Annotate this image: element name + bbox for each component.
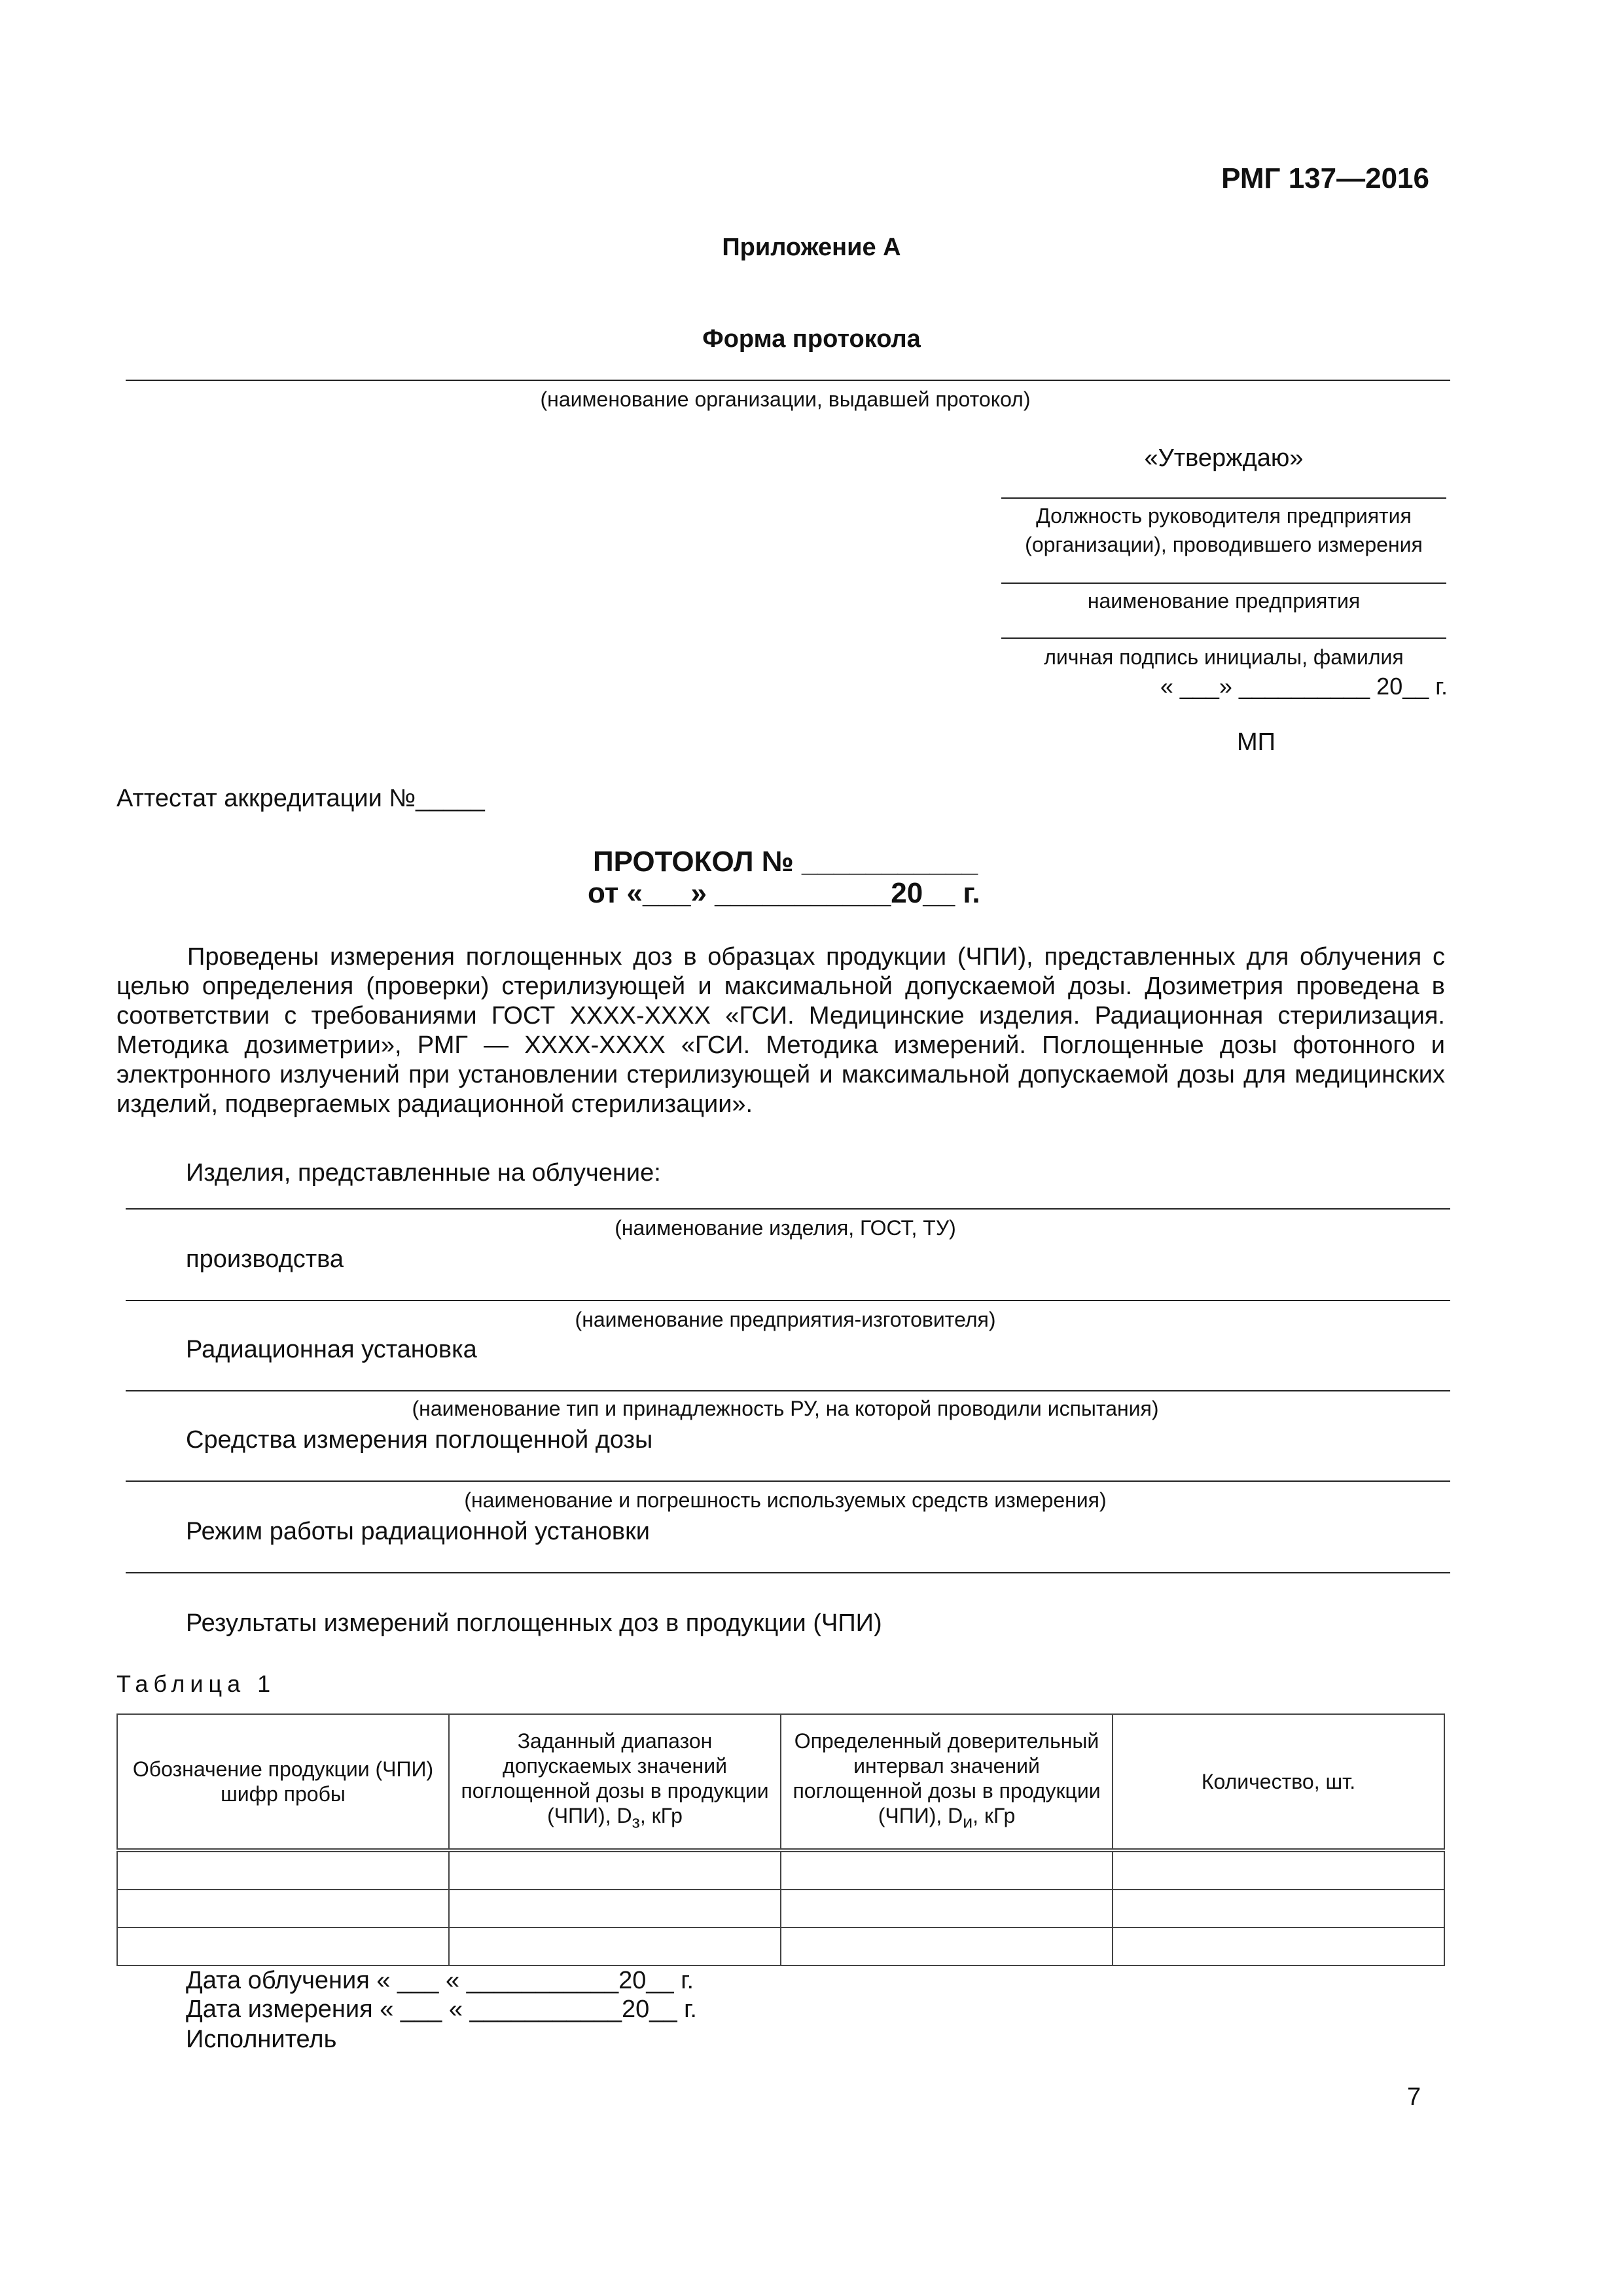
executor-label: Исполнитель	[186, 2026, 337, 2053]
page-number: 7	[1407, 2083, 1421, 2111]
header-confidence-interval	[781, 1714, 1113, 1850]
items-label: Изделия, представленные на облучение:	[186, 1159, 661, 1187]
header-assigned-range-subscript: з	[632, 1812, 640, 1832]
form-title: Форма протокола	[702, 325, 921, 353]
table-row	[117, 1850, 1444, 1890]
installation-line	[126, 1390, 1450, 1391]
header-quantity-text: Количество, шт.	[1201, 1770, 1356, 1793]
table-cell	[117, 1928, 449, 1965]
instruments-line	[126, 1480, 1450, 1482]
production-label: производства	[186, 1246, 344, 1273]
measurement-date: Дата измерения « ___ « ___________20__ г.	[186, 1996, 697, 2023]
header-confidence-interval-text: Определенный доверительный интервал значений поглощенной дозы в продукции (ЧПИ), D	[793, 1729, 1101, 1828]
accreditation-certificate: Аттестат аккредитации №_____	[116, 785, 485, 812]
organization-line	[126, 380, 1450, 381]
header-assigned-range-unit: , кГр	[639, 1804, 683, 1828]
mode-line	[126, 1572, 1450, 1573]
approval-enterprise-caption: наименование предприятия	[1087, 589, 1361, 613]
header-product-code-text: Обозначение продукции (ЧПИ) шифр пробы	[132, 1757, 434, 1806]
table-cell	[781, 1890, 1113, 1928]
results-table	[116, 1713, 1445, 1966]
item-name-line	[126, 1208, 1450, 1210]
approval-position-caption-2: (организации), проводившего измерения	[1025, 533, 1423, 556]
protocol-date: от «___» ___________20__ г.	[588, 877, 980, 909]
approval-enterprise-line	[1001, 583, 1446, 584]
header-product-code	[117, 1714, 449, 1850]
header-assigned-range-text: Заданный диапазон допускаемых значений поглощенной дозы в продукции (ЧПИ), D	[461, 1729, 769, 1828]
approval-label: «Утверждаю»	[1144, 444, 1304, 472]
installation-caption: (наименование тип и принадлежность РУ, на которой проводили испытания)	[412, 1397, 1159, 1420]
table-cell	[449, 1890, 781, 1928]
approval-signature-line	[1001, 637, 1446, 639]
table-cell	[1113, 1890, 1444, 1928]
header-confidence-interval-subscript: и	[963, 1812, 973, 1832]
approval-position-line	[1001, 497, 1446, 499]
approval-signature-caption: личная подпись инициалы, фамилия	[1044, 645, 1404, 669]
mode-label: Режим работы радиационной установки	[186, 1518, 650, 1545]
intro-paragraph-text: Проведены измерения поглощенных доз в образцах продукции (ЧПИ), представленных для облучения с целью определения (проверки) стерилизующей и максимальной допускаемой дозы. Дозиметрия проведена в соответствии с требованиями ГОСТ XXXX-XXXX «ГСИ. Медицинские изделия. Радиационная стерилизация. Методика дозиметрии», РМГ — XXXX-XXXX «ГСИ. Методика измерений. Поглощенные дозы фотонного и электронного излучений при установлении стерилизующей и максимальной допускаемой дозы для медицинских изделий, подвергаемых радиационной стерилизации».	[116, 943, 1445, 1118]
header-quantity	[1113, 1714, 1444, 1850]
table-row	[117, 1928, 1444, 1965]
table-cell	[1113, 1928, 1444, 1965]
table-row	[117, 1890, 1444, 1928]
manufacturer-caption: (наименование предприятия-изготовителя)	[575, 1308, 996, 1331]
table-cell	[117, 1850, 449, 1890]
approval-position-caption-1: Должность руководителя предприятия	[1036, 504, 1412, 528]
item-name-caption: (наименование изделия, ГОСТ, ТУ)	[615, 1216, 956, 1240]
organization-caption: (наименование организации, выдавшей протокол)	[540, 387, 1031, 411]
appendix-title: Приложение А	[722, 234, 901, 261]
document-number: РМГ 137—2016	[1221, 162, 1429, 194]
intro-paragraph	[116, 942, 1445, 1119]
table-cell	[449, 1928, 781, 1965]
table-caption: Таблица 1	[116, 1670, 276, 1697]
instruments-label: Средства измерения поглощенной дозы	[186, 1426, 653, 1454]
instruments-caption: (наименование и погрешность используемых средств измерения)	[464, 1488, 1107, 1512]
table-cell	[781, 1928, 1113, 1965]
table-cell	[1113, 1850, 1444, 1890]
installation-label: Радиационная установка	[186, 1336, 477, 1363]
protocol-title: ПРОТОКОЛ № ___________	[593, 846, 978, 878]
table-cell	[449, 1850, 781, 1890]
table-cell	[781, 1850, 1113, 1890]
irradiation-date: Дата облучения « ___ « ___________20__ г.	[186, 1967, 694, 1994]
results-label: Результаты измерений поглощенных доз в продукции (ЧПИ)	[186, 1609, 882, 1637]
manufacturer-line	[126, 1300, 1450, 1301]
approval-date-line: « ___» __________ 20__ г.	[1160, 673, 1448, 700]
header-confidence-interval-unit: , кГр	[972, 1804, 1016, 1828]
stamp-placeholder: МП	[1237, 728, 1275, 756]
header-assigned-range	[449, 1714, 781, 1850]
table-cell	[117, 1890, 449, 1928]
table-header-row	[117, 1714, 1444, 1850]
